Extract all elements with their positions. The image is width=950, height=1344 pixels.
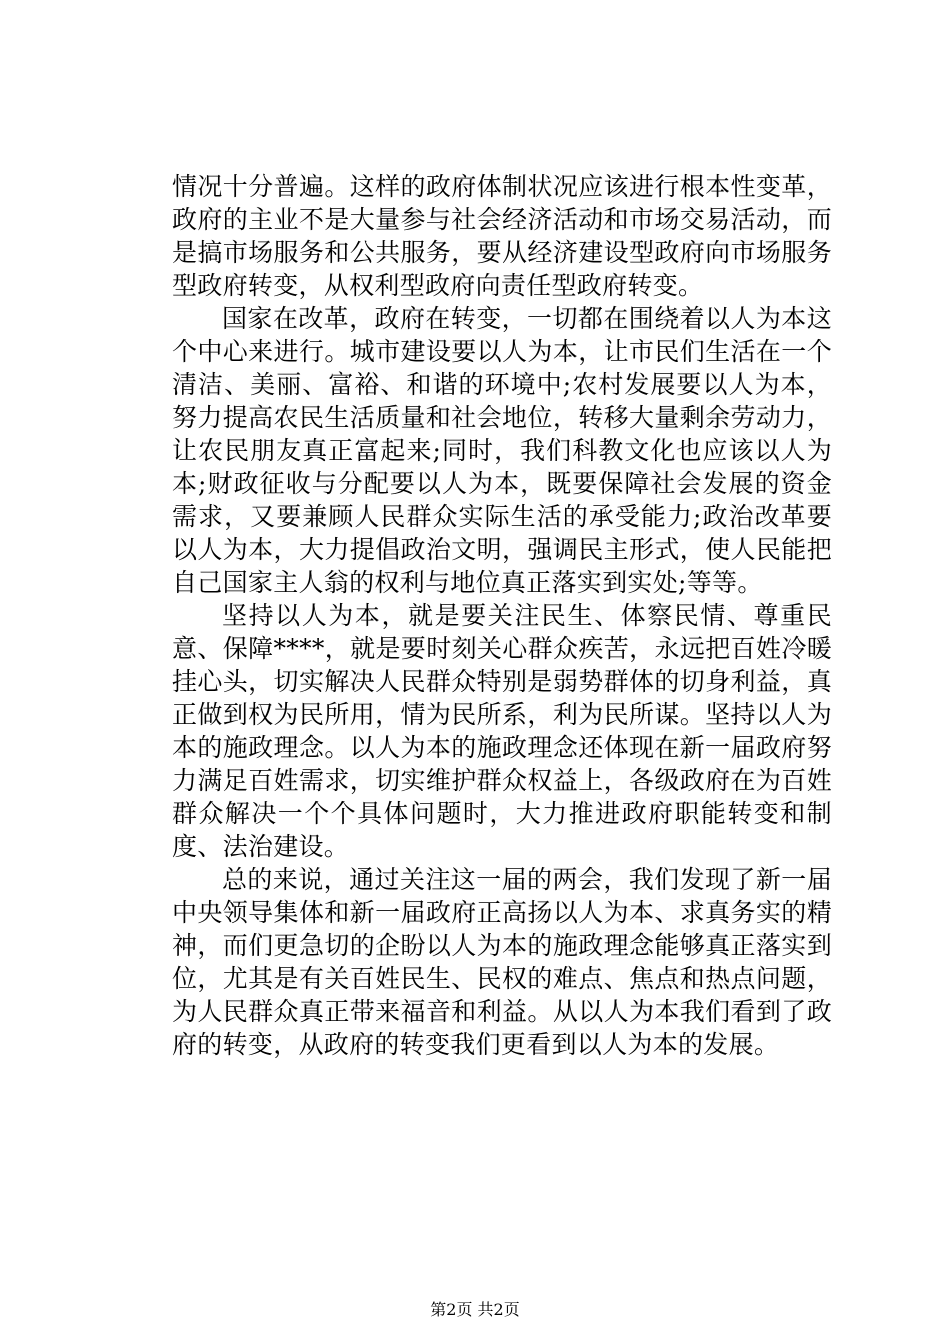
paragraph-conclusion: 总的来说，通过关注这一届的两会，我们发现了新一届中央领导集体和新一届政府正高扬以人为本、求真务实的精神，而们更急切的企盼以人为本的施政理念能够真正落实到位，尤其是有关百姓民生、民权的难点、焦点和热点问题，为人民群众真正带来福音和利益。从以人为本我们看到了政府的转变，从政府的转变我们更看到以人为本的发展。: [172, 865, 832, 1059]
page-footer: 第2页 共2页: [430, 1300, 520, 1319]
document-body: [172, 170, 832, 1061]
paragraph-people-first: 坚持以人为本，就是要关注民生、体察民情、尊重民意、保障****，就是要时刻关心群众疾苦，永远把百姓冷暖挂心头，切实解决人民群众特别是弱势群体的切身利益，真正做到权为民所用，情为民所系，利为民所谋。坚持以人为本的施政理念。以人为本的施政理念还体现在新一届政府努力满足百姓需求，切实维护群众权益上，各级政府在为百姓群众解决一个个具体问题时，大力推进政府职能转变和制度、法治建设。: [172, 601, 832, 861]
paragraph-continued: 情况十分普遍。这样的政府体制状况应该进行根本性变革，政府的主业不是大量参与社会经济活动和市场交易活动，而是搞市场服务和公共服务，要从经济建设型政府向市场服务型政府转变，从权利型政府向责任型政府转变。: [172, 172, 832, 300]
paragraph-reform: 国家在改革，政府在转变，一切都在围绕着以人为本这个中心来进行。城市建设要以人为本，让市民们生活在一个清洁、美丽、富裕、和谐的环境中;农村发展要以人为本，努力提高农民生活质量和社会地位，转移大量剩余劳动力，让农民朋友真正富起来;同时，我们科教文化也应该以人为本;财政征收与分配要以人为本，既要保障社会发展的资金需求，又要兼顾人民群众实际生活的承受能力;政治改革要以人为本，大力提倡政治文明，强调民主形式，使人民能把自己国家主人翁的权利与地位真正落实到实处;等等。: [172, 304, 832, 597]
